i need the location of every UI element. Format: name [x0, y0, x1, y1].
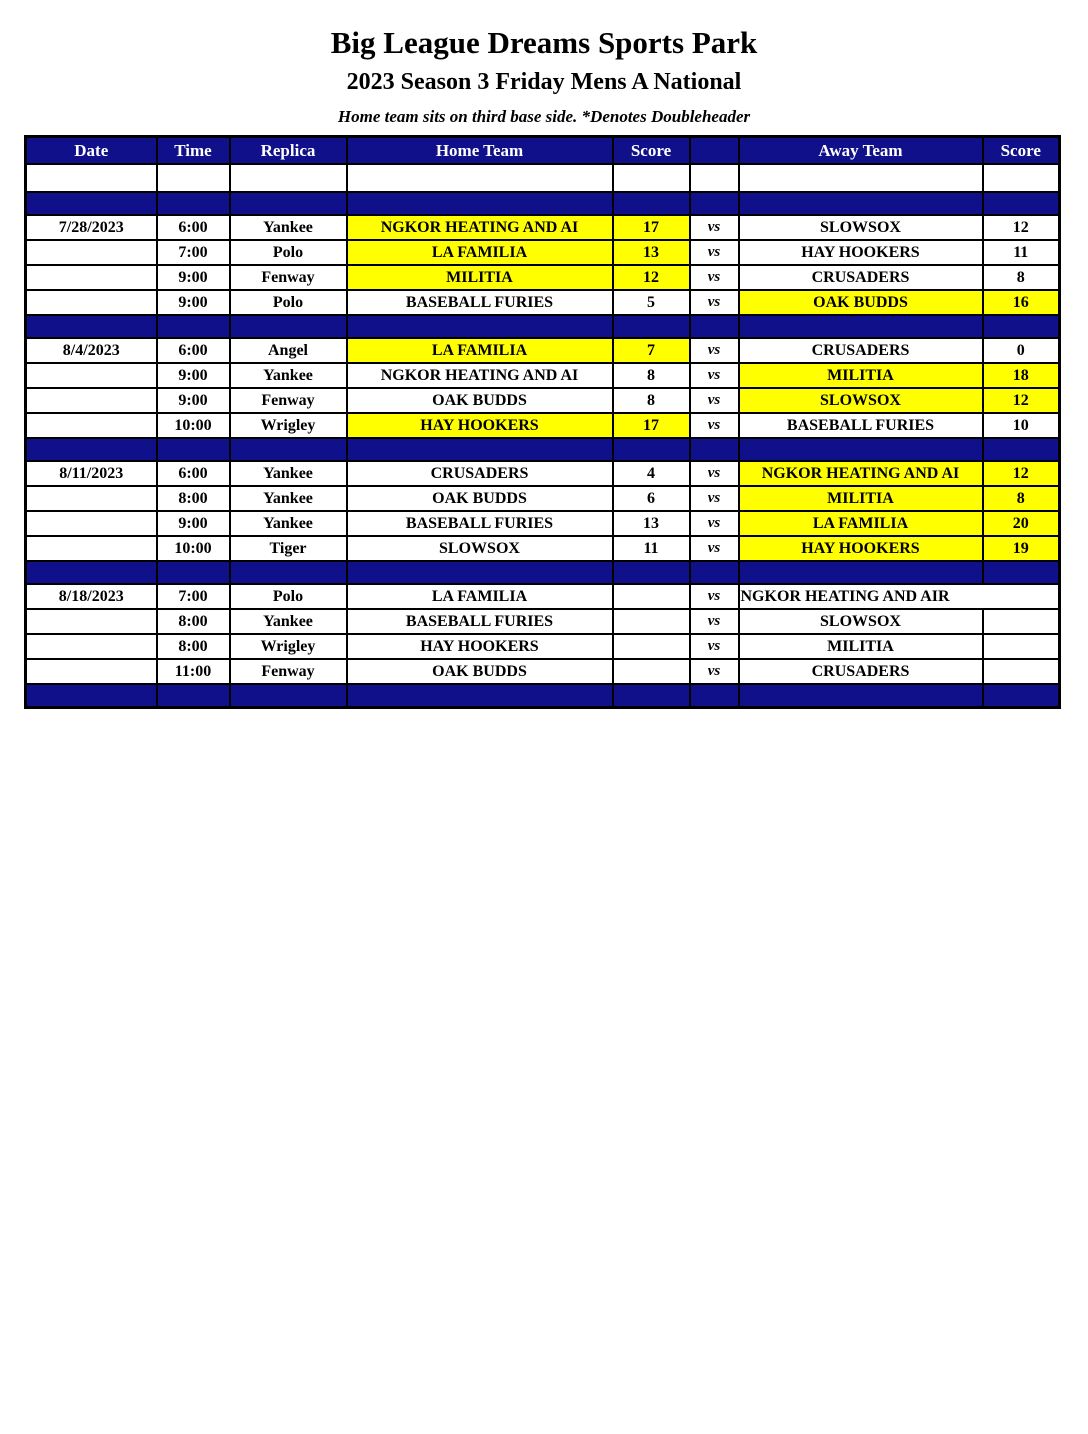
replica-cell: Yankee	[230, 215, 347, 240]
col-header-home-team: Home Team	[347, 137, 613, 165]
separator-row	[26, 561, 1060, 584]
home-team-cell: HAY HOOKERS	[347, 413, 613, 438]
separator-cell	[157, 438, 230, 461]
separator-row	[26, 315, 1060, 338]
date-cell	[26, 240, 157, 265]
date-cell	[26, 536, 157, 561]
time-cell: 10:00	[157, 536, 230, 561]
separator-row	[26, 684, 1060, 708]
game-row	[26, 486, 1060, 511]
home-team-cell: HAY HOOKERS	[347, 634, 613, 659]
vs-cell: vs	[690, 363, 739, 388]
separator-cell	[347, 561, 613, 584]
separator-cell	[690, 315, 739, 338]
date-cell	[26, 486, 157, 511]
replica-cell: Wrigley	[230, 413, 347, 438]
home-score-cell: 11	[613, 536, 690, 561]
game-row	[26, 413, 1060, 438]
date-cell	[26, 363, 157, 388]
replica-cell: Yankee	[230, 511, 347, 536]
away-score-cell: 20	[983, 511, 1060, 536]
separator-cell	[230, 684, 347, 708]
home-score-cell	[613, 584, 690, 609]
separator-cell	[739, 684, 983, 708]
blank-cell	[613, 164, 690, 192]
vs-cell: vs	[690, 609, 739, 634]
separator-cell	[347, 192, 613, 215]
away-score-cell: 8	[983, 265, 1060, 290]
col-header-time: Time	[157, 137, 230, 165]
date-cell	[26, 290, 157, 315]
game-row	[26, 265, 1060, 290]
blank-cell	[157, 164, 230, 192]
date-cell	[26, 634, 157, 659]
vs-cell: vs	[690, 338, 739, 363]
time-cell: 9:00	[157, 290, 230, 315]
page-title: Big League Dreams Sports Park	[330, 25, 758, 60]
home-score-cell: 7	[613, 338, 690, 363]
blank-row	[26, 164, 1060, 192]
vs-cell: vs	[690, 461, 739, 486]
away-team-cell: HAY HOOKERS	[739, 240, 983, 265]
home-team-cell: LA FAMILIA	[347, 240, 613, 265]
separator-cell	[347, 315, 613, 338]
separator-cell	[739, 315, 983, 338]
time-cell: 9:00	[157, 388, 230, 413]
away-score-cell: 11	[983, 240, 1060, 265]
col-header-away-team: Away Team	[739, 137, 983, 165]
time-cell: 11:00	[157, 659, 230, 684]
home-team-cell: OAK BUDDS	[347, 388, 613, 413]
col-header-home-score: Score	[613, 137, 690, 165]
away-team-cell: CRUSADERS	[739, 265, 983, 290]
home-score-cell: 4	[613, 461, 690, 486]
away-score-cell	[983, 659, 1060, 684]
separator-cell	[983, 315, 1060, 338]
separator-cell	[690, 561, 739, 584]
game-row	[26, 584, 1060, 609]
vs-cell: vs	[690, 584, 739, 609]
away-team-cell: SLOWSOX	[739, 215, 983, 240]
away-score-cell	[983, 634, 1060, 659]
col-header-date: Date	[26, 137, 157, 165]
blank-cell	[690, 164, 739, 192]
time-cell: 10:00	[157, 413, 230, 438]
away-score-cell: 12	[983, 388, 1060, 413]
time-cell: 6:00	[157, 215, 230, 240]
date-cell: 8/4/2023	[26, 338, 157, 363]
date-cell	[26, 659, 157, 684]
away-team-cell: HAY HOOKERS	[739, 536, 983, 561]
away-team-cell: SLOWSOX	[739, 609, 983, 634]
separator-cell	[690, 438, 739, 461]
game-row	[26, 388, 1060, 413]
away-score-cell: 12	[983, 215, 1060, 240]
away-score-cell: 19	[983, 536, 1060, 561]
game-row	[26, 511, 1060, 536]
home-team-cell: NGKOR HEATING AND AI	[347, 215, 613, 240]
home-team-cell: SLOWSOX	[347, 536, 613, 561]
home-team-cell: LA FAMILIA	[347, 338, 613, 363]
time-cell: 7:00	[157, 240, 230, 265]
separator-cell	[983, 192, 1060, 215]
away-score-cell: 12	[983, 461, 1060, 486]
vs-cell: vs	[690, 511, 739, 536]
separator-cell	[739, 192, 983, 215]
game-row	[26, 240, 1060, 265]
game-row	[26, 363, 1060, 388]
page-note: Home team sits on third base side. *Denotes Doubleheader	[337, 107, 751, 127]
separator-cell	[983, 561, 1060, 584]
home-team-cell: NGKOR HEATING AND AI	[347, 363, 613, 388]
separator-cell	[157, 561, 230, 584]
separator-cell	[983, 438, 1060, 461]
separator-cell	[613, 438, 690, 461]
separator-cell	[26, 684, 157, 708]
date-cell	[26, 511, 157, 536]
replica-cell: Tiger	[230, 536, 347, 561]
time-cell: 6:00	[157, 461, 230, 486]
home-score-cell: 12	[613, 265, 690, 290]
replica-cell: Yankee	[230, 486, 347, 511]
game-row	[26, 536, 1060, 561]
date-cell: 7/28/2023	[26, 215, 157, 240]
separator-row	[26, 192, 1060, 215]
time-cell: 8:00	[157, 609, 230, 634]
vs-cell: vs	[690, 290, 739, 315]
separator-cell	[347, 684, 613, 708]
home-score-cell: 13	[613, 240, 690, 265]
time-cell: 6:00	[157, 338, 230, 363]
date-cell	[26, 609, 157, 634]
home-score-cell	[613, 609, 690, 634]
time-cell: 7:00	[157, 584, 230, 609]
home-score-cell: 8	[613, 363, 690, 388]
home-team-cell: OAK BUDDS	[347, 486, 613, 511]
blank-cell	[26, 164, 157, 192]
replica-cell: Yankee	[230, 609, 347, 634]
replica-cell: Wrigley	[230, 634, 347, 659]
home-score-cell: 17	[613, 413, 690, 438]
separator-row	[26, 438, 1060, 461]
col-header-vs	[690, 137, 739, 165]
blank-cell	[230, 164, 347, 192]
separator-cell	[26, 192, 157, 215]
time-cell: 9:00	[157, 363, 230, 388]
vs-cell: vs	[690, 215, 739, 240]
separator-cell	[230, 315, 347, 338]
separator-cell	[739, 438, 983, 461]
time-cell: 9:00	[157, 265, 230, 290]
separator-cell	[230, 438, 347, 461]
col-header-away-score: Score	[983, 137, 1060, 165]
vs-cell: vs	[690, 536, 739, 561]
away-score-cell: 10	[983, 413, 1060, 438]
vs-cell: vs	[690, 240, 739, 265]
blank-cell	[983, 164, 1060, 192]
header-row	[26, 137, 1060, 165]
home-team-cell: LA FAMILIA	[347, 584, 613, 609]
replica-cell: Fenway	[230, 388, 347, 413]
vs-cell: vs	[690, 659, 739, 684]
home-team-cell: BASEBALL FURIES	[347, 609, 613, 634]
separator-cell	[613, 684, 690, 708]
separator-cell	[613, 561, 690, 584]
separator-cell	[26, 315, 157, 338]
replica-cell: Polo	[230, 290, 347, 315]
vs-cell: vs	[690, 265, 739, 290]
vs-cell: vs	[690, 486, 739, 511]
away-team-cell: NGKOR HEATING AND AI	[739, 461, 983, 486]
replica-cell: Polo	[230, 240, 347, 265]
home-team-cell: BASEBALL FURIES	[347, 511, 613, 536]
away-team-cell: NGKOR HEATING AND AIR	[739, 584, 1060, 609]
home-team-cell: BASEBALL FURIES	[347, 290, 613, 315]
separator-cell	[157, 315, 230, 338]
page-subtitle: 2023 Season 3 Friday Mens A National	[346, 69, 742, 96]
game-row	[26, 290, 1060, 315]
home-score-cell: 8	[613, 388, 690, 413]
separator-cell	[690, 684, 739, 708]
away-team-cell: CRUSADERS	[739, 659, 983, 684]
separator-cell	[347, 438, 613, 461]
date-cell	[26, 265, 157, 290]
separator-cell	[690, 192, 739, 215]
date-cell: 8/18/2023	[26, 584, 157, 609]
separator-cell	[230, 561, 347, 584]
home-score-cell	[613, 659, 690, 684]
blank-cell	[347, 164, 613, 192]
time-cell: 8:00	[157, 634, 230, 659]
away-team-cell: CRUSADERS	[739, 338, 983, 363]
time-cell: 8:00	[157, 486, 230, 511]
separator-cell	[983, 684, 1060, 708]
away-team-cell: SLOWSOX	[739, 388, 983, 413]
separator-cell	[613, 315, 690, 338]
blank-cell	[739, 164, 983, 192]
schedule-table	[24, 135, 1061, 709]
home-score-cell: 17	[613, 215, 690, 240]
game-row	[26, 634, 1060, 659]
away-score-cell: 8	[983, 486, 1060, 511]
away-team-cell: OAK BUDDS	[739, 290, 983, 315]
away-team-cell: MILITIA	[739, 486, 983, 511]
away-score-cell: 18	[983, 363, 1060, 388]
col-header-replica: Replica	[230, 137, 347, 165]
replica-cell: Polo	[230, 584, 347, 609]
separator-cell	[230, 192, 347, 215]
time-cell: 9:00	[157, 511, 230, 536]
away-team-cell: LA FAMILIA	[739, 511, 983, 536]
game-row	[26, 659, 1060, 684]
separator-cell	[26, 561, 157, 584]
date-cell: 8/11/2023	[26, 461, 157, 486]
separator-cell	[26, 438, 157, 461]
replica-cell: Yankee	[230, 461, 347, 486]
away-score-cell: 0	[983, 338, 1060, 363]
separator-cell	[613, 192, 690, 215]
separator-cell	[739, 561, 983, 584]
replica-cell: Fenway	[230, 265, 347, 290]
game-row	[26, 461, 1060, 486]
away-score-cell	[983, 609, 1060, 634]
away-team-cell: MILITIA	[739, 363, 983, 388]
replica-cell: Yankee	[230, 363, 347, 388]
home-team-cell: MILITIA	[347, 265, 613, 290]
vs-cell: vs	[690, 388, 739, 413]
game-row	[26, 338, 1060, 363]
vs-cell: vs	[690, 634, 739, 659]
replica-cell: Fenway	[230, 659, 347, 684]
away-team-cell: BASEBALL FURIES	[739, 413, 983, 438]
game-row	[26, 609, 1060, 634]
vs-cell: vs	[690, 413, 739, 438]
separator-cell	[157, 192, 230, 215]
away-team-cell: MILITIA	[739, 634, 983, 659]
home-score-cell: 13	[613, 511, 690, 536]
home-score-cell: 5	[613, 290, 690, 315]
date-cell	[26, 413, 157, 438]
home-score-cell	[613, 634, 690, 659]
home-score-cell: 6	[613, 486, 690, 511]
home-team-cell: CRUSADERS	[347, 461, 613, 486]
replica-cell: Angel	[230, 338, 347, 363]
away-score-cell: 16	[983, 290, 1060, 315]
home-team-cell: OAK BUDDS	[347, 659, 613, 684]
date-cell	[26, 388, 157, 413]
separator-cell	[157, 684, 230, 708]
game-row	[26, 215, 1060, 240]
